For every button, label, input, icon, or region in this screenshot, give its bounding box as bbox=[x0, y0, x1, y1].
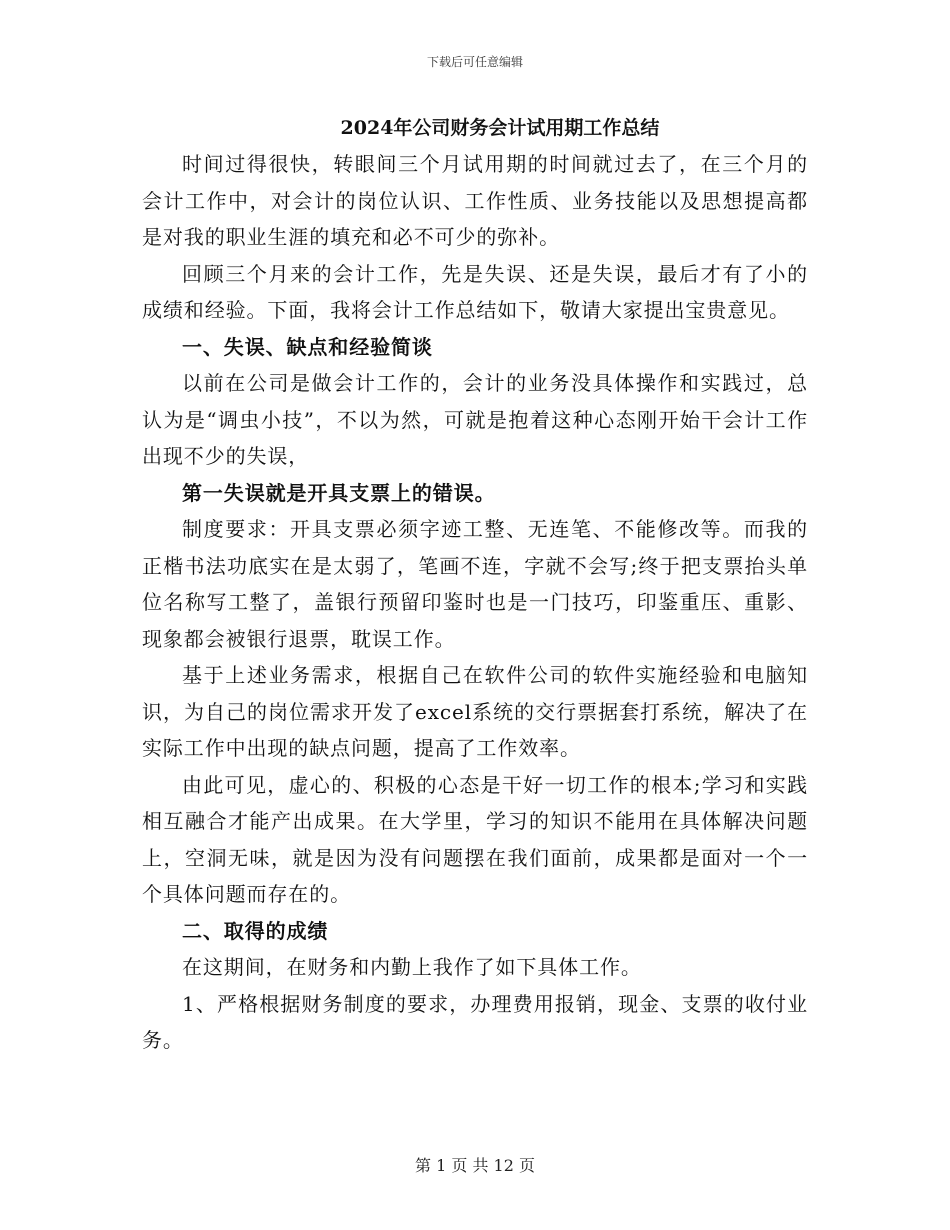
document-body bbox=[142, 110, 808, 1059]
page-header-note: 下载后可任意编辑 bbox=[426, 55, 523, 69]
section-heading-mistakes: 一、失误、缺点和经验简谈 bbox=[182, 334, 433, 359]
paragraph-review: 回顾三个月来的会计工作，先是失误、还是失误，最后才有了小的成绩和经验。下面，我将会计工作总结如下，敬请大家提出宝贵意见。 bbox=[142, 261, 808, 322]
section-heading-achievements: 二、取得的成绩 bbox=[182, 918, 329, 943]
subheading-first-mistake: 第一失误就是开具支票上的错误。 bbox=[182, 480, 496, 505]
paragraph-excel-system: 基于上述业务需求，根据自己在软件公司的软件实施经验和电脑知识，为自己的岗位需求开发了excel系统的交行票据套打系统，解决了在实际工作中出现的缺点问题，提高了工作效率。 bbox=[142, 663, 808, 760]
document-title: 2024年公司财务会计试用期工作总结 bbox=[340, 117, 660, 139]
paragraph-attitude: 由此可见，虚心的、积极的心态是干好一切工作的根本;学习和实践相互融合才能产出成果。在大学里，学习的知识不能用在具体解决问题上，空洞无味，就是因为没有问题摆在我们面前，成果都是面对一个一个具体问题而存在的。 bbox=[142, 772, 808, 906]
paragraph-work-intro: 在这期间，在财务和内勤上我作了如下具体工作。 bbox=[182, 955, 642, 979]
paragraph-background: 以前在公司是做会计工作的，会计的业务没具体操作和实践过，总认为是“调虫小技”，不以为然，可就是抱着这种心态刚开始干会计工作出现不少的失误， bbox=[142, 371, 808, 468]
page-number: 第 1 页 共 12 页 bbox=[415, 1156, 535, 1175]
paragraph-intro: 时间过得很快，转眼间三个月试用期的时间就过去了，在三个月的会计工作中，对会计的岗位认识、工作性质、业务技能以及思想提高都是对我的职业生涯的填充和必不可少的弥补。 bbox=[142, 152, 808, 249]
paragraph-cheque-rules: 制度要求：开具支票必须字迹工整、无连笔、不能修改等。而我的正楷书法功底实在是太弱了，笔画不连，字就不会写;终于把支票抬头单位名称写工整了，盖银行预留印鉴时也是一门技巧，印鉴重压、重影、现象都会被银行退票，耽误工作。 bbox=[142, 517, 808, 651]
paragraph-item-1: 1、严格根据财务制度的要求，办理费用报销，现金、支票的收付业务。 bbox=[142, 991, 808, 1052]
